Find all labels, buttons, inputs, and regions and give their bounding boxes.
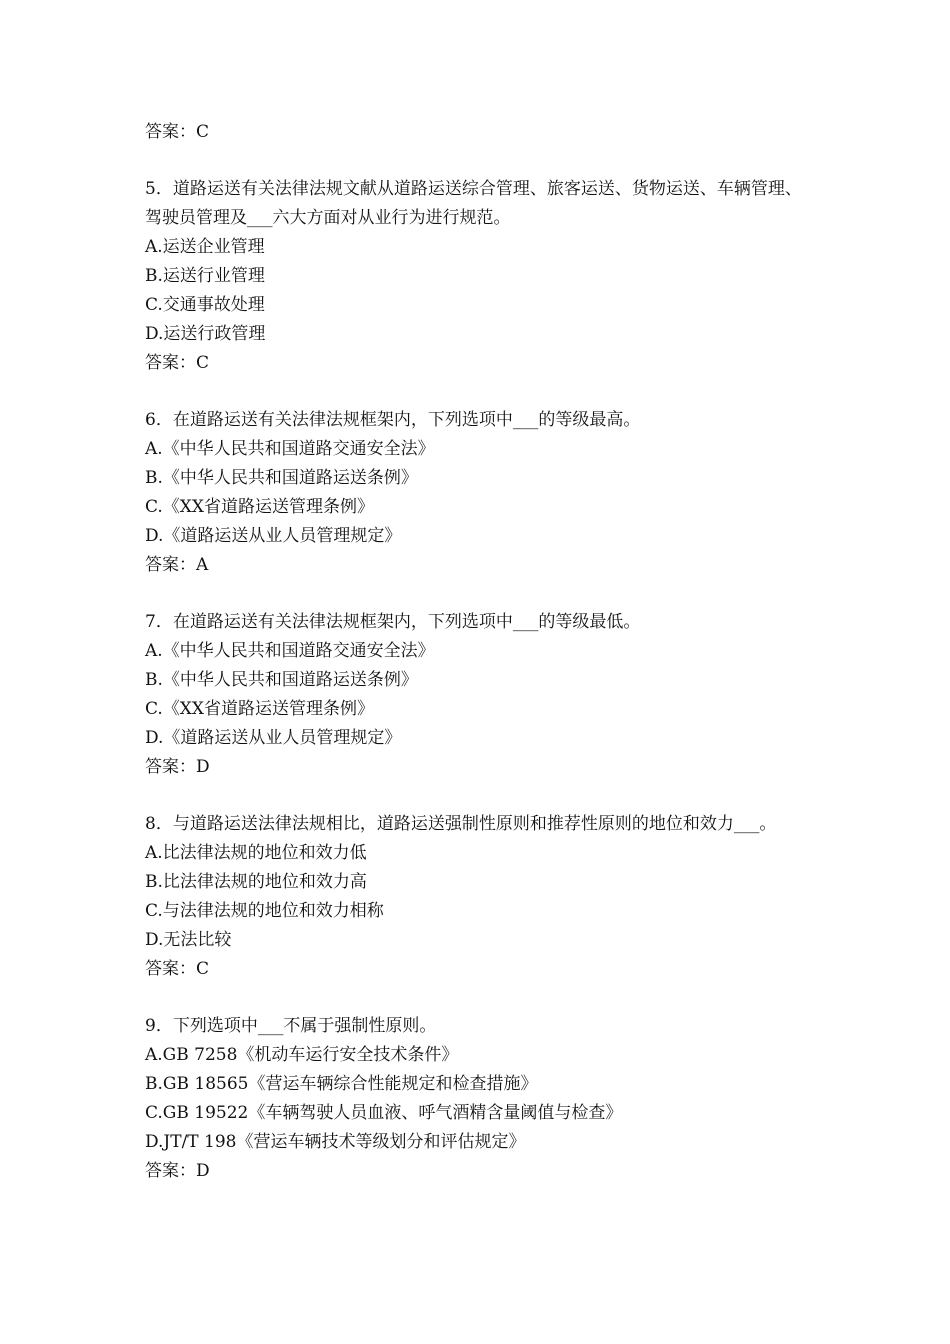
option-a: A.《中华人民共和国道路交通安全法》 <box>145 439 435 459</box>
answer-line: 答案：C <box>145 959 210 979</box>
question-stem: 8．与道路运送法律法规相比，道路运送强制性原则和推荐性原则的地位和效力___。 <box>145 814 777 834</box>
question-stem: 6．在道路运送有关法律法规框架内，下列选项中___的等级最高。 <box>145 410 641 430</box>
option-b: B.比法律法规的地位和效力高 <box>145 872 367 892</box>
option-d: D.《道路运送从业人员管理规定》 <box>145 728 402 748</box>
option-d: D.无法比较 <box>145 930 232 950</box>
option-c: C.《XX省道路运送管理条例》 <box>145 699 375 719</box>
option-c: C.与法律法规的地位和效力相称 <box>145 901 384 921</box>
question-8 <box>145 810 835 984</box>
answer-line: 答案：C <box>145 353 210 373</box>
question-5 <box>145 175 835 378</box>
question-stem: 7．在道路运送有关法律法规框架内，下列选项中___的等级最低。 <box>145 612 641 632</box>
option-b: B.GB 18565《营运车辆综合性能规定和检查措施》 <box>145 1074 538 1094</box>
answer-line: 答案：D <box>145 1161 210 1181</box>
question-6 <box>145 406 835 580</box>
option-c: C.GB 19522《车辆驾驶人员血液、呼气酒精含量阈值与检查》 <box>145 1103 623 1123</box>
question-stem: 5．道路运送有关法律法规文献从道路运送综合管理、旅客运送、货物运送、车辆管理、驾驶员管理及___六大方面对从业行为进行规范。 <box>145 179 802 228</box>
question-7 <box>145 608 835 782</box>
option-b: B.运送行业管理 <box>145 266 265 286</box>
option-b: B.《中华人民共和国道路运送条例》 <box>145 468 418 488</box>
option-d: D.JT/T 198《营运车辆技术等级划分和评估规定》 <box>145 1132 526 1152</box>
option-a: A.GB 7258《机动车运行安全技术条件》 <box>145 1045 459 1065</box>
option-c: C.《XX省道路运送管理条例》 <box>145 497 375 517</box>
option-a: A.《中华人民共和国道路交通安全法》 <box>145 641 435 661</box>
answer-line: 答案：C <box>145 122 210 142</box>
option-b: B.《中华人民共和国道路运送条例》 <box>145 670 418 690</box>
question-stem: 9．下列选项中___不属于强制性原则。 <box>145 1016 437 1036</box>
option-a: A.比法律法规的地位和效力低 <box>145 843 367 863</box>
answer-line: 答案：A <box>145 555 209 575</box>
answer-line: 答案：D <box>145 757 210 777</box>
option-d: D.运送行政管理 <box>145 324 266 344</box>
option-d: D.《道路运送从业人员管理规定》 <box>145 526 402 546</box>
document-page <box>145 118 835 1186</box>
option-a: A.运送企业管理 <box>145 237 265 257</box>
option-c: C.交通事故处理 <box>145 295 265 315</box>
question-9 <box>145 1012 835 1186</box>
